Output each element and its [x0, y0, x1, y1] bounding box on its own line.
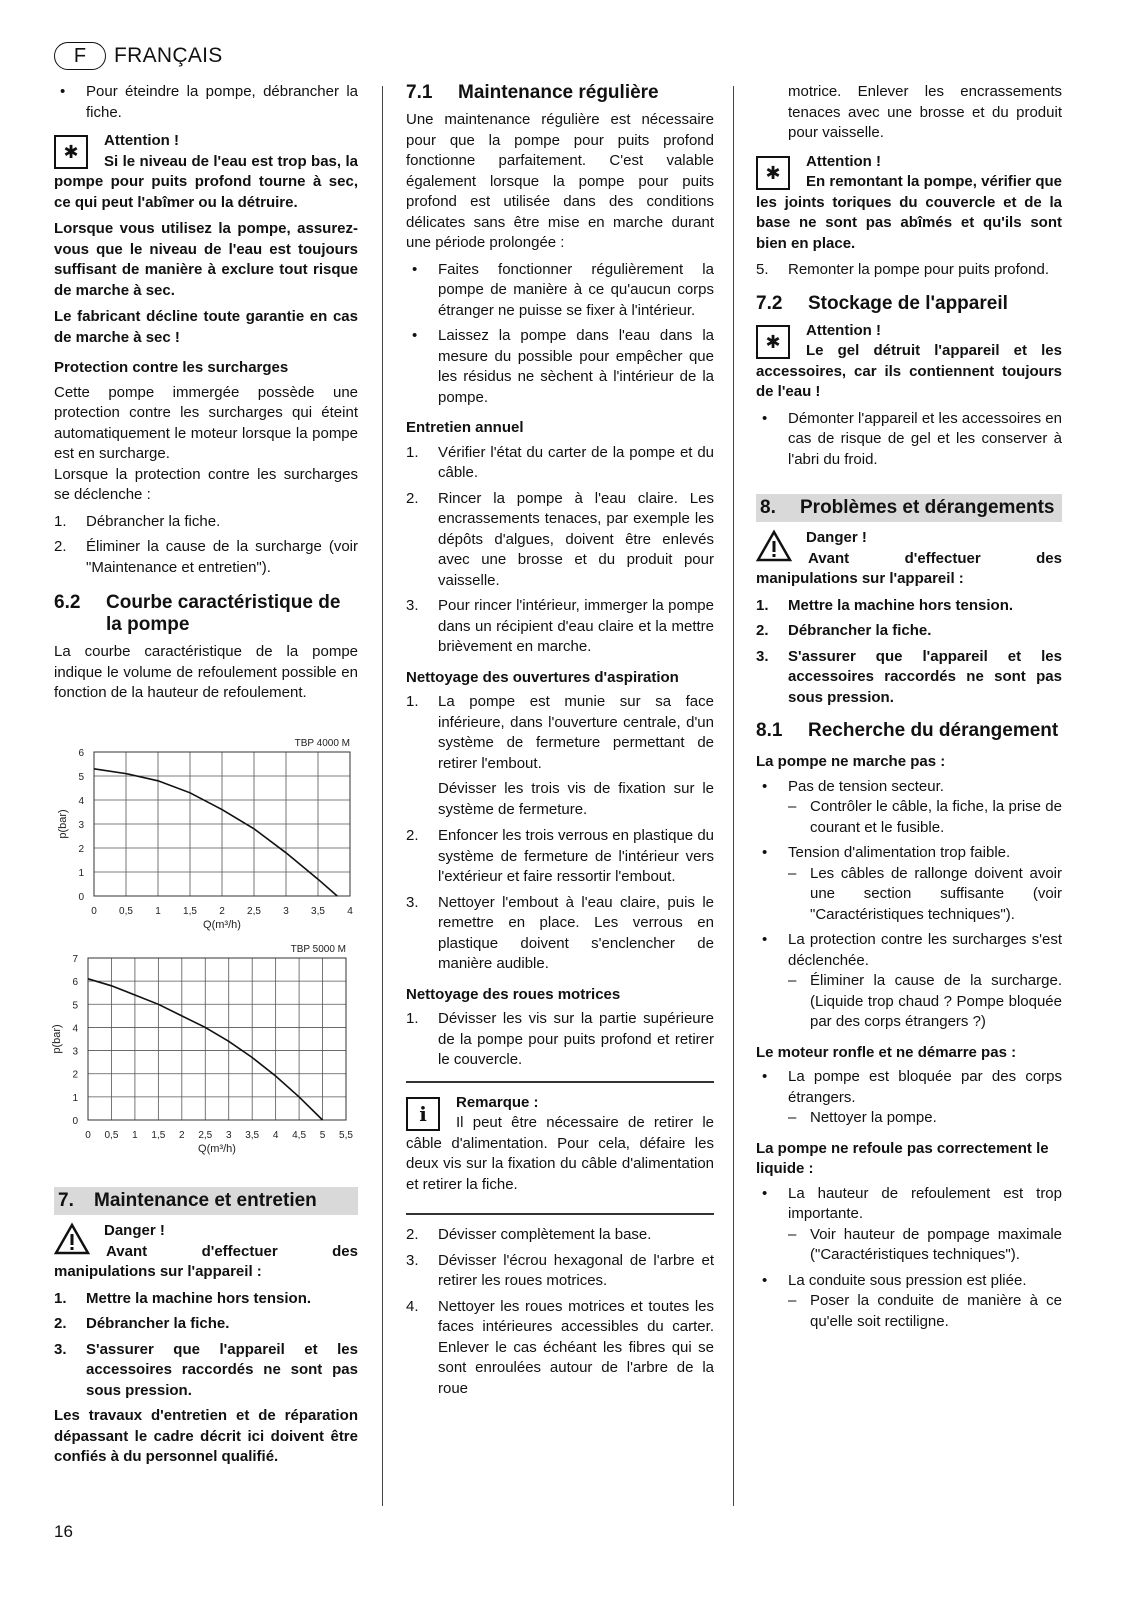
x-tick-label: 2,5 [198, 1130, 213, 1141]
list-item: 2. Débrancher la fiche. [756, 622, 932, 639]
x-tick-label: 1 [155, 906, 161, 917]
page-header [54, 42, 223, 70]
attention-notice: ✱ Attention ! En remontant la pompe, vérifier que les joints toriques du couvercle et de la base ne sont pas abîmés et qu'ils sont bien en place. [756, 152, 1062, 252]
list-item: • Laissez la pompe dans l'eau dans la mesure du possible pour empêcher que les résidus ne sèchent à l'intérieur de la pompe. [412, 327, 714, 406]
list-item: 2. Enfoncer les trois verrous en plastique du système de fermeture de l'intérieur vers l'extérieur et faire ressortir l'embout. [406, 827, 714, 885]
page-number: 16 [54, 1522, 73, 1541]
list-item: • Démonter l'appareil et les accessoires en cas de risque de gel et les conserver à l'abri du froid. [762, 409, 1062, 468]
x-tick-label: 1,5 [183, 906, 197, 917]
y-axis-label: p(bar) [51, 1024, 63, 1054]
list-item: • Pour éteindre la pompe, débrancher la fiche. [60, 83, 358, 121]
pump-curve-chart-1 [54, 736, 364, 936]
x-tick-label: 2 [219, 906, 225, 917]
danger-notice: Danger ! Avant d'effectuer des manipulations sur l'appareil : [54, 1222, 358, 1280]
y-tick-label: 1 [78, 868, 84, 879]
list-item: 3. Nettoyer l'embout à l'eau claire, puis le remettre en place. Les verrous en plastique doivent s'enclencher de manière audible. [406, 893, 714, 972]
y-tick-label: 2 [78, 844, 84, 855]
list-item: • Tension d'alimentation trop faible. [762, 844, 1011, 861]
x-tick-label: 2,5 [247, 906, 261, 917]
y-tick-label: 0 [78, 892, 84, 903]
x-tick-label: 5 [319, 1130, 326, 1141]
list-item: 4. Nettoyer les roues motrices et toutes les faces intérieures accessibles du carter. Enlever le cas échéant les fibres qui se sont enroulées autour de l'arbre de la roue [406, 1297, 714, 1397]
sub-list-item: – Éliminer la cause de la surcharge. (Liquide trop chaud ? Pompe bloquée par des corps étrangers ?) [788, 972, 1062, 1030]
list-item: • La protection contre les surcharges s'est déclenchée. [762, 931, 1062, 969]
list-item: 1. Dévisser les vis sur la partie supérieure de la pompe pour puits profond et retirer le couvercle. [406, 1010, 714, 1068]
list-item: • La hauteur de refoulement est trop importante. [762, 1184, 1062, 1222]
attention-icon: ✱ [756, 325, 790, 359]
x-tick-label: 3 [283, 906, 289, 917]
list-item: 3. S'assurer que l'appareil et les accessoires raccordés ne sont pas sous pression. [54, 1340, 358, 1399]
language-badge: F [54, 42, 106, 70]
x-tick-label: 3,5 [245, 1130, 260, 1141]
x-tick-label: 4 [347, 906, 353, 917]
section-heading: 6.2 Courbe caractéristique de la pompe [54, 592, 341, 635]
attention-notice: ✱ Attention ! Le gel détruit l'appareil et les accessoires, car ils contiennent toujours de l'eau ! [756, 321, 1062, 400]
list-item: 1. Mettre la machine hors tension. [756, 596, 1014, 614]
attention-icon: ✱ [756, 156, 790, 190]
danger-icon [756, 530, 792, 562]
list-item: 1. Mettre la machine hors tension. [54, 1289, 312, 1307]
attention-icon: ✱ [54, 135, 88, 169]
section-heading: 7.2 Stockage de l'appareil [756, 292, 1008, 314]
info-icon: i [406, 1097, 440, 1131]
note-divider-top [406, 1081, 714, 1083]
y-tick-label: 7 [72, 954, 78, 965]
list-item: 2. Rincer la pompe à l'eau claire. Les encrassements tenaces, par exemple les dépôts d'algues, doivent être enlevés avec une brosse et du produit pour vaisselle. [406, 489, 714, 589]
section-heading: 7.1 Maintenance régulière [406, 82, 659, 103]
subheading: Nettoyage des roues motrices [406, 985, 621, 1003]
x-tick-label: 0,5 [119, 906, 133, 917]
warning-text: Lorsque vous utilisez la pompe, assurez-vous que le niveau de l'eau est toujours suffisant de manière à exclure tout risque de marche à sec. [54, 220, 358, 299]
list-item: 2. Éliminer la cause de la surcharge (voir "Maintenance et entretien"). [54, 538, 358, 576]
y-tick-label: 2 [72, 1069, 78, 1081]
list-item: • Faites fonctionner régulièrement la pompe de manière à ce qu'aucun corps étranger ne puisse se fixer à l'intérieur. [412, 260, 714, 319]
note-divider-bottom [406, 1213, 714, 1215]
y-tick-label: 5 [72, 1000, 78, 1012]
list-item: 3. Pour rincer l'intérieur, immerger la pompe dans un récipient d'eau claire et la mettre brièvement en marche. [406, 597, 714, 655]
pump-curve-line [94, 769, 337, 896]
x-tick-label: 1,5 [151, 1130, 166, 1141]
paragraph: La courbe caractéristique de la pompe indique le volume de refoulement possible en fonction de la hauteur de refoulement. [54, 643, 358, 701]
sub-list-item: – Poser la conduite de manière à ce qu'elle soit rectiligne. [788, 1292, 1062, 1330]
warning-text: Les travaux d'entretien et de réparation dépassant le cadre décrit ici doivent être confiés à du personnel qualifié. [54, 1407, 358, 1465]
subheading: Entretien annuel [406, 419, 524, 436]
list-item: 3. Dévisser l'écrou hexagonal de l'arbre et retirer les roues motrices. [406, 1251, 714, 1289]
paragraph: motrice. Enlever les encrassements tenaces avec une brosse et du produit pour vaisselle. [788, 83, 1062, 141]
section-heading: 8.1 Recherche du dérangement [756, 720, 1059, 741]
y-tick-label: 4 [72, 1023, 78, 1035]
x-axis-label: Q(m³/h) [203, 919, 241, 931]
subheading: Le moteur ronfle et ne démarre pas : [756, 1043, 1017, 1061]
section-heading: 8. Problèmes et dérangements [756, 494, 1062, 522]
x-tick-label: 5,5 [339, 1130, 353, 1141]
note-box: i Remarque : Il peut être nécessaire de retirer le câble d'alimentation. Pour cela, défaire les deux vis sur la fixation du câble d'alimentation et retirer la fiche. [406, 1093, 714, 1193]
sub-list-item: – Les câbles de rallonge doivent avoir une section suffisante (voir "Caractéristiques techniques"). [788, 864, 1062, 923]
paragraph: Une maintenance régulière est nécessaire pour que la pompe pour puits profond fonctionne parfaitement. C'est valable également lorsque la pompe pour puits profond est utilisée dans des conditions délicates sans être mise en marche durant une période prolongée : [406, 111, 714, 251]
subheading: La pompe ne marche pas : [756, 753, 946, 770]
subheading: Protection contre les surcharges [54, 359, 289, 376]
y-tick-label: 6 [78, 748, 84, 759]
x-tick-label: 0,5 [104, 1130, 119, 1141]
language-title: FRANÇAIS [114, 44, 223, 67]
column-2 [406, 82, 714, 1404]
warning-text: Le fabricant décline toute garantie en cas de marche à sec ! [54, 308, 358, 346]
paragraph: Dévisser les trois vis de fixation sur le système de fermeture. [438, 780, 714, 818]
section-heading: 7. Maintenance et entretien [54, 1187, 358, 1215]
y-tick-label: 3 [78, 820, 84, 831]
x-tick-label: 4,5 [292, 1130, 307, 1141]
x-axis-label: Q(m³/h) [198, 1143, 236, 1155]
pump-curve-chart-2 [51, 940, 364, 1160]
column-divider [733, 86, 734, 1506]
x-tick-label: 4 [272, 1130, 279, 1141]
chart-title: TBP 4000 M [294, 738, 350, 749]
sub-list-item: – Contrôler le câble, la fiche, la prise de courant et le fusible. [788, 798, 1062, 836]
paragraph: Lorsque la protection contre les surcharges se déclenche : [54, 465, 358, 503]
column-1-lower [54, 1187, 358, 1474]
y-tick-label: 5 [78, 772, 84, 783]
list-item: 1. Vérifier l'état du carter de la pompe et du câble. [406, 443, 714, 481]
y-tick-label: 4 [78, 796, 84, 807]
attention-notice: ✱ Attention ! Si le niveau de l'eau est trop bas, la pompe pour puits profond tourne à sec, ce qui peut l'abîmer ou la détruire. [54, 132, 358, 211]
list-item: 5. Remonter la pompe pour puits profond. [756, 261, 1049, 278]
list-item: • La conduite sous pression est pliée. [762, 1271, 1027, 1289]
y-tick-label: 6 [72, 977, 78, 989]
list-item: 2. Dévisser complètement la base. [406, 1226, 652, 1243]
column-1 [54, 82, 358, 710]
x-tick-label: 0 [91, 906, 97, 917]
y-axis-label: p(bar) [57, 809, 69, 839]
y-tick-label: 1 [72, 1092, 78, 1104]
list-item: 1. Débrancher la fiche. [54, 512, 221, 530]
paragraph: Cette pompe immergée possède une protection contre les surcharges qui éteint automatiquement le moteur lorsque la pompe est en surcharge. [54, 383, 358, 462]
list-item: 3. S'assurer que l'appareil et les accessoires raccordés ne sont pas sous pression. [756, 647, 1062, 706]
chart-title: TBP 5000 M [290, 944, 346, 955]
y-tick-label: 0 [72, 1116, 78, 1127]
danger-notice: Danger ! Avant d'effectuer des manipulations sur l'appareil : [756, 529, 1062, 587]
list-item: 1. La pompe est munie sur sa face inférieure, dans l'ouverture centrale, d'un système de fermeture permettant de retirer l'embout. [406, 693, 714, 772]
list-item: • Pas de tension secteur. [762, 777, 944, 795]
y-tick-label: 3 [72, 1046, 78, 1058]
x-tick-label: 3,5 [311, 906, 325, 917]
x-tick-label: 2 [179, 1130, 185, 1141]
column-divider [382, 86, 383, 1506]
list-item: 2. Débrancher la fiche. [54, 1315, 230, 1332]
x-tick-label: 0 [85, 1130, 91, 1141]
sub-list-item: – Voir hauteur de pompage maximale ("Caractéristiques techniques"). [788, 1225, 1062, 1263]
column-3 [756, 82, 1062, 1337]
plot-frame [88, 958, 346, 1120]
subheading: Nettoyage des ouvertures d'aspiration [406, 668, 679, 686]
x-tick-label: 3 [225, 1130, 232, 1141]
x-tick-label: 1 [132, 1130, 138, 1141]
danger-icon [54, 1223, 90, 1255]
sub-list-item: – Nettoyer la pompe. [788, 1109, 937, 1126]
list-item: • La pompe est bloquée par des corps étrangers. [762, 1068, 1062, 1106]
subheading: La pompe ne refoule pas correctement le liquide : [756, 1139, 1049, 1177]
